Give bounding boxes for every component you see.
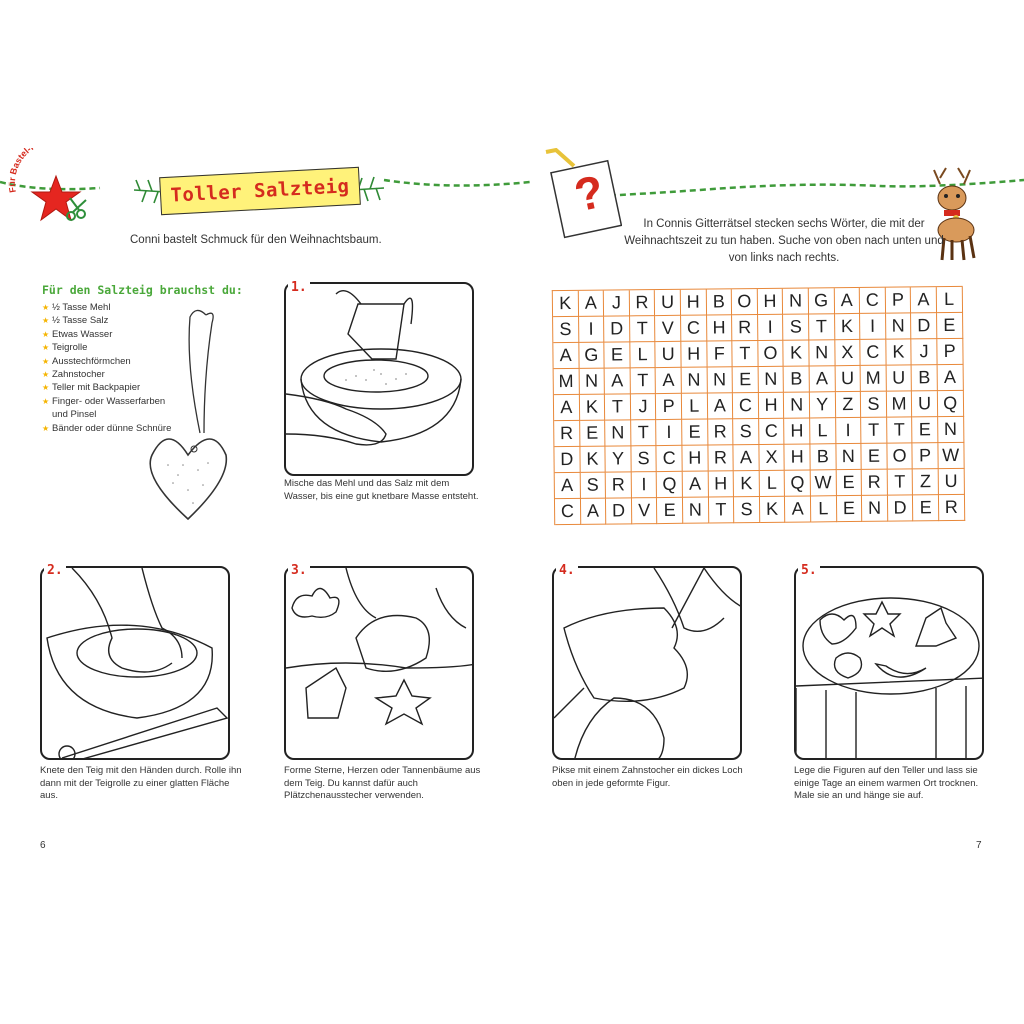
grid-cell[interactable]: S [580,473,606,499]
grid-cell[interactable]: T [809,314,835,340]
grid-cell[interactable]: N [886,313,912,339]
grid-cell[interactable]: D [606,498,632,524]
grid-cell[interactable]: S [631,446,657,472]
grid-cell[interactable]: N [938,417,964,443]
grid-cell[interactable]: N [783,288,809,314]
grid-cell[interactable]: R [606,472,632,498]
grid-cell[interactable]: A [734,445,760,471]
grid-cell[interactable]: B [784,366,810,392]
grid-cell[interactable]: R [939,495,965,521]
list-item: ★ Bänder oder dünne Schnüre [42,422,171,435]
grid-cell[interactable]: E [682,420,708,446]
grid-cell[interactable]: T [605,394,631,420]
grid-cell[interactable]: U [835,366,861,392]
grid-cell[interactable]: N [758,367,784,393]
step-1-illustration [284,282,474,476]
grid-cell[interactable]: L [682,394,708,420]
grid-cell[interactable]: T [630,368,656,394]
grid-cell[interactable]: C [860,340,886,366]
grid-cell[interactable]: K [835,314,861,340]
grid-cell[interactable]: L [937,287,963,313]
grid-cell[interactable]: E [605,342,631,368]
page-number-right: 7 [976,840,982,851]
grid-cell[interactable]: T [732,341,758,367]
step-5-caption: Lege die Figuren auf den Teller und lass sie einige Tage an einem warmen Ort trocknen. Male sie an und hänge sie auf. [794,765,979,801]
grid-cell[interactable]: I [758,315,784,341]
grid-cell[interactable]: O [887,443,913,469]
list-item: ★ Etwas Wasser [42,328,171,341]
grid-cell[interactable]: K [734,471,760,497]
grid-cell[interactable]: M [887,391,913,417]
grid-cell[interactable]: N [605,420,631,446]
grid-cell[interactable]: A [785,496,811,522]
grid-cell[interactable]: N [682,368,708,394]
grid-cell[interactable]: K [784,340,810,366]
list-item: ★ ½ Tasse Salz [42,314,171,327]
grid-cell[interactable]: D [911,313,937,339]
grid-cell[interactable]: U [886,365,912,391]
grid-cell[interactable]: C [860,288,886,314]
subtitle: Conni bastelt Schmuck für den Weihnachtsbaum. [130,234,382,246]
grid-cell[interactable]: A [581,499,607,525]
grid-cell[interactable]: H [681,290,707,316]
grid-cell[interactable]: U [912,391,938,417]
grid-cell[interactable]: C [555,499,581,525]
grid-cell[interactable]: A [656,368,682,394]
star-badge-icon [8,148,100,228]
toothpick-tree-icon [554,568,742,760]
grid-cell[interactable]: I [631,472,657,498]
grid-cell[interactable]: E [937,313,963,339]
grid-cell[interactable]: T [709,497,735,523]
grid-cell[interactable]: N [784,392,810,418]
grid-cell[interactable]: S [733,419,759,445]
grid-cell[interactable]: D [888,495,914,521]
ingredients-heading: Für den Salzteig brauchst du: [42,283,243,297]
grid-cell[interactable]: Y [606,446,632,472]
grid-cell[interactable]: F [707,341,733,367]
grid-cell[interactable]: R [732,315,758,341]
grid-cell[interactable]: K [553,291,579,317]
grid-cell[interactable]: I [657,420,683,446]
grid-cell[interactable]: C [759,419,785,445]
grid-cell[interactable]: N [836,444,862,470]
step-4-caption: Pikse mit einem Zahnstocher ein dickes Loch oben in jede geformte Figur. [552,765,743,789]
grid-cell[interactable]: B [912,365,938,391]
grid-cell[interactable]: Z [913,469,939,495]
grid-cell[interactable]: C [657,446,683,472]
grid-cell[interactable]: A [555,473,581,499]
grid-cell[interactable]: E [733,367,759,393]
grid-cell[interactable]: E [836,496,862,522]
grid-cell[interactable]: M [554,369,580,395]
grid-cell[interactable]: U [655,290,681,316]
grid-cell[interactable]: A [834,288,860,314]
grid-cell[interactable]: N [683,498,709,524]
grid-cell[interactable]: G [809,288,835,314]
grid-cell[interactable]: O [732,289,758,315]
grid-cell[interactable]: U [939,469,965,495]
grid-cell[interactable]: N [862,496,888,522]
grid-cell[interactable]: K [760,497,786,523]
grid-cell[interactable]: J [631,394,657,420]
grid-cell[interactable]: T [887,417,913,443]
list-item: ★ ½ Tasse Mehl [42,301,171,314]
grid-cell[interactable]: D [554,447,580,473]
grid-cell[interactable]: L [630,342,656,368]
grid-cell[interactable]: H [758,289,784,315]
list-item: und Pinsel [52,409,97,421]
plate-figures-icon [796,568,984,760]
heart-ornament-icon [138,305,238,525]
grid-cell[interactable]: S [734,497,760,523]
grid-cell[interactable]: P [913,443,939,469]
grid-cell[interactable]: H [784,418,810,444]
grid-cell[interactable]: S [861,392,887,418]
grid-cell[interactable]: P [656,394,682,420]
grid-cell[interactable]: E [580,421,606,447]
step-4-number: 4. [556,563,578,578]
step-3-illustration [284,566,474,760]
grid-cell[interactable]: E [862,444,888,470]
grid-cell[interactable]: A [578,291,604,317]
question-card [532,148,622,240]
step-2-illustration [40,566,230,760]
badge-bastel-profis [8,148,100,228]
grid-cell[interactable]: R [708,445,734,471]
grid-cell[interactable]: A [683,472,709,498]
grid-cell[interactable]: T [631,420,657,446]
grid-cell[interactable]: N [809,340,835,366]
grid-cell[interactable]: Y [810,392,836,418]
grid-cell[interactable]: A [810,366,836,392]
grid-cell[interactable]: B [810,444,836,470]
grid-cell[interactable]: T [630,316,656,342]
list-item: ★ Zahnstocher [42,368,171,381]
grid-cell[interactable]: H [708,471,734,497]
grid-cell[interactable]: L [810,418,836,444]
grid-cell[interactable]: E [913,495,939,521]
grid-cell[interactable]: Q [938,391,964,417]
grid-cell[interactable]: A [605,368,631,394]
list-item: ★ Teigrolle [42,341,171,354]
question-mark: ? [569,164,609,222]
bowl-mixing-icon [286,284,474,476]
grid-cell[interactable]: K [579,395,605,421]
list-item: ★ Ausstechförmchen [42,355,171,368]
page-number-left: 6 [40,840,46,851]
grid-cell[interactable]: X [759,445,785,471]
grid-cell[interactable]: E [657,498,683,524]
grid-cell[interactable]: H [707,315,733,341]
grid-cell[interactable]: V [632,498,658,524]
grid-cell[interactable]: J [604,290,630,316]
grid-cell[interactable]: Q [657,472,683,498]
grid-cell[interactable]: V [655,316,681,342]
grid-cell[interactable]: W [938,443,964,469]
grid-cell[interactable]: T [861,418,887,444]
grid-cell[interactable]: Q [785,470,811,496]
grid-cell[interactable]: K [580,447,606,473]
puzzle-intro: In Connis Gitterrätsel stecken sechs Wörter, die mit der Weihnachtszeit zu tun haben. Suche von oben nach unten und von links nach rechts. [624,218,944,264]
grid-cell[interactable]: I [860,314,886,340]
badge-text: F r Bastel- [8,148,33,194]
grid-cell[interactable]: B [706,289,732,315]
grid-cell[interactable]: N [707,367,733,393]
grid-cell[interactable]: Z [835,392,861,418]
grid-cell[interactable]: I [579,317,605,343]
step-5-illustration [794,566,984,760]
step-1-number: 1. [288,280,310,295]
word-search-grid [552,286,965,525]
svg-text:Für Bastel-Profis [8,148,56,193]
grid-cell[interactable]: E [836,470,862,496]
grid-cell[interactable]: L [811,496,837,522]
grid-cell[interactable]: S [553,317,579,343]
title-banner [134,168,384,216]
grid-cell[interactable]: N [579,369,605,395]
grid-cell[interactable]: X [835,340,861,366]
grid-cell[interactable]: O [758,341,784,367]
grid-cell[interactable]: P [937,339,963,365]
cookie-cutters-icon [286,568,474,760]
grid-cell[interactable]: S [783,314,809,340]
step-5-number: 5. [798,563,820,578]
grid-cell[interactable]: H [682,446,708,472]
grid-cell[interactable]: G [579,343,605,369]
grid-cell[interactable]: H [785,444,811,470]
step-2-number: 2. [44,563,66,578]
grid-cell[interactable]: H [759,393,785,419]
grid-cell[interactable]: C [733,393,759,419]
grid-cell[interactable]: D [604,316,630,342]
grid-cell[interactable]: K [886,339,912,365]
step-3-caption: Forme Sterne, Herzen oder Tannenbäume aus dem Teig. Du kannst dafür auch Plätzchenausstecher verwenden. [284,765,481,801]
grid-cell[interactable]: U [656,342,682,368]
grid-cell[interactable]: R [708,419,734,445]
grid-cell[interactable]: C [681,316,707,342]
list-item: ★ Finger- oder Wasserfarben [42,395,171,408]
grid-cell[interactable]: L [759,471,785,497]
grid-cell[interactable]: P [885,287,911,313]
grid-cell[interactable]: R [862,470,888,496]
grid-cell[interactable]: W [811,470,837,496]
kneading-dough-icon [42,568,230,760]
step-2-caption: Knete den Teig mit den Händen durch. Rolle ihn dann mit der Teigrolle zu einer glatten Fläche aus. [40,765,242,801]
grid-cell[interactable]: H [681,342,707,368]
grid-cell[interactable]: M [861,366,887,392]
grid-cell[interactable]: R [630,290,656,316]
grid-cell[interactable]: A [553,343,579,369]
grid-cell[interactable]: J [912,339,938,365]
grid-cell[interactable]: A [707,393,733,419]
grid-cell[interactable]: I [836,418,862,444]
grid-cell[interactable]: R [554,421,580,447]
grid-cell[interactable]: T [887,469,913,495]
grid-cell[interactable]: A [937,365,963,391]
list-item: ★ Teller mit Backpapier [42,381,171,394]
step-4-illustration [552,566,742,760]
grid-cell[interactable]: A [911,287,937,313]
grid-cell[interactable]: A [554,395,580,421]
page-title: Toller Salzteig [170,175,350,207]
grid-cell[interactable]: E [912,417,938,443]
step-3-number: 3. [288,563,310,578]
step-1-caption: Mische das Mehl und das Salz mit dem Wasser, bis eine gut knetbare Masse entsteht. [284,478,479,502]
